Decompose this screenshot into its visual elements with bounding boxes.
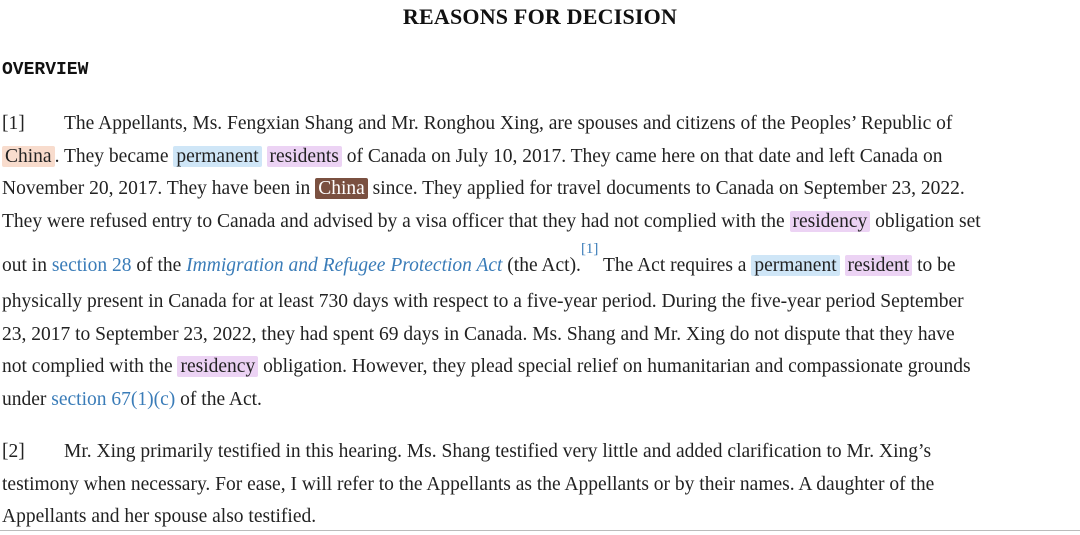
text-run: not complied with the	[2, 356, 173, 377]
highlight-china[interactable]: China	[2, 146, 55, 167]
document-title: REASONS FOR DECISION	[402, 4, 678, 29]
highlight-permanent[interactable]: permanent	[173, 146, 261, 167]
text-run: obligation. However, they plead special relief on humanitarian and compassionate grounds	[263, 356, 971, 377]
text-run: . They became	[54, 145, 169, 167]
paragraph-line	[2, 173, 1074, 206]
text-run: November 20, 2017. They have been in	[2, 178, 311, 199]
paragraph-line	[2, 108, 1074, 141]
highlight-residency[interactable]: residency	[790, 211, 871, 232]
paragraph-line	[2, 351, 1074, 384]
highlight-residents[interactable]: residents	[267, 146, 342, 167]
paragraph-line	[2, 384, 1074, 417]
link-section-67[interactable]	[51, 389, 175, 410]
paragraph-1	[2, 108, 1074, 416]
link-irpa[interactable]: Immigration and Refugee Protection Act	[186, 255, 503, 276]
highlight-residency[interactable]: residency	[177, 356, 258, 377]
paragraph-number: [2]	[2, 441, 25, 462]
text-run: Mr. Xing primarily testified in this hearing. Ms. Shang testified very little and added clarification to Mr. Xing’s	[64, 441, 932, 462]
section-heading: OVERVIEW	[2, 60, 89, 80]
paragraph-line	[2, 501, 1074, 534]
text-run: obligation set	[875, 210, 981, 232]
text-run: testimony when necessary. For ease, I will refer to the Appellants as the Appellants or by their names. A daughter of the	[2, 473, 935, 495]
paragraph-line	[2, 319, 1074, 352]
text-run: of the Act.	[180, 388, 262, 410]
text-run: out in	[2, 255, 47, 276]
paragraph-line	[2, 238, 1074, 286]
page-bottom-divider	[0, 530, 1080, 531]
text-run: The Act requires a	[602, 255, 747, 276]
paragraph-line	[2, 286, 1074, 319]
text-run: physically present in Canada for at least 730 days with respect to a five-year period. During the five-year period September	[2, 291, 964, 312]
highlight-resident[interactable]: resident	[845, 255, 913, 276]
text-run: They were refused entry to Canada and advised by a visa officer that they had not complied with the	[2, 210, 785, 232]
paragraph-number: [1]	[2, 113, 25, 134]
link-section-67-text: section 67(1)(c)	[51, 388, 176, 410]
text-run: to be	[917, 255, 956, 276]
link-section-28[interactable]: section 28	[51, 255, 132, 276]
text-run: The Appellants, Ms. Fengxian Shang and Mr. Ronghou Xing, are spouses and citizens of the Peoples’ Republic of	[64, 113, 953, 134]
paragraph-line	[2, 436, 1074, 469]
text-run: 23, 2017 to September 23, 2022, they had spent 69 days in Canada. Ms. Shang and Mr. Xing do not dispute that they have	[2, 323, 955, 345]
footnote-link[interactable]: [1]	[580, 241, 599, 257]
text-run: (the Act).	[507, 255, 581, 276]
highlight-permanent[interactable]: permanent	[751, 255, 839, 276]
paragraph-2	[2, 436, 1074, 534]
paragraph-line	[2, 469, 1074, 502]
paragraph-line	[2, 141, 1074, 174]
text-run: since. They applied for travel documents to Canada on September 23, 2022.	[372, 178, 965, 199]
text-run: of the	[136, 255, 182, 276]
highlight-china-selected[interactable]: China	[315, 178, 368, 199]
text-run: Appellants and her spouse also testified.	[2, 506, 317, 527]
text-run: of Canada on July 10, 2017. They came here on that date and left Canada on	[346, 145, 943, 167]
paragraph-line	[2, 206, 1074, 239]
text-run: under	[2, 388, 47, 410]
